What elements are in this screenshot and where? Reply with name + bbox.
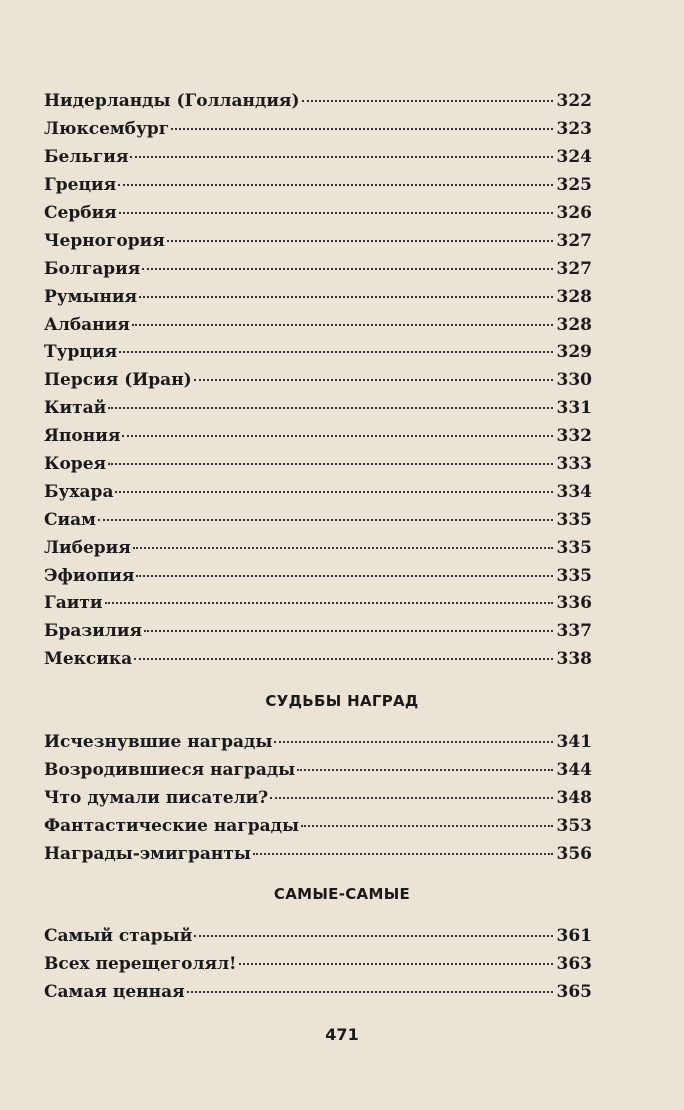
- toc-dot-leader: [108, 393, 552, 413]
- toc-entry-title: Турция: [44, 342, 118, 363]
- toc-entry-page: 348: [556, 788, 592, 809]
- toc-entry: [44, 644, 592, 672]
- toc-dot-leader: [297, 755, 552, 775]
- toc-entry-page: 327: [556, 230, 592, 251]
- toc-entry: [44, 86, 592, 114]
- toc-entry: [44, 337, 592, 365]
- toc-entry-page: 324: [556, 147, 592, 168]
- toc-dot-leader: [139, 281, 552, 301]
- toc-entry: [44, 727, 592, 755]
- toc-entry-title: Болгария: [44, 258, 141, 279]
- toc-entry-page: 322: [556, 91, 592, 112]
- toc-entry-page: 332: [556, 426, 592, 447]
- toc-entry: [44, 393, 592, 421]
- toc-dot-leader: [302, 86, 553, 106]
- toc-dot-leader: [301, 811, 552, 831]
- toc-dot-leader: [274, 727, 552, 747]
- toc-entry-title: Китай: [44, 398, 107, 419]
- toc-dot-leader: [194, 365, 553, 385]
- toc-dot-leader: [122, 421, 552, 441]
- toc-entry-page: 338: [556, 649, 592, 670]
- toc-entry-title: Исчезнувшие награды: [44, 732, 273, 753]
- toc-entry-title: Мексика: [44, 649, 133, 670]
- toc-entry: [44, 198, 592, 226]
- toc-entry-title: Эфиопия: [44, 565, 135, 586]
- toc-entry: [44, 253, 592, 281]
- toc-entry: [44, 616, 592, 644]
- toc-dot-leader: [136, 560, 552, 580]
- toc-entry-title: Бразилия: [44, 621, 143, 642]
- toc-entry-page: 329: [556, 342, 592, 363]
- page-number: 471: [325, 1025, 359, 1044]
- toc-entry-title: Либерия: [44, 537, 131, 558]
- toc-entry: [44, 949, 592, 977]
- toc-entry-title: Греция: [44, 175, 117, 196]
- toc-entry-page: 334: [556, 481, 592, 502]
- toc-entry-title: Что думали писатели?: [44, 788, 269, 809]
- toc-entry-title: Нидерланды (Голландия): [44, 91, 300, 112]
- toc-dot-leader: [133, 532, 553, 552]
- toc-entry: [44, 281, 592, 309]
- toc-entry-page: 341: [556, 732, 592, 753]
- toc-entry-page: 356: [556, 843, 592, 864]
- toc-entry-title: Самая ценная: [44, 982, 185, 1003]
- toc-entry: [44, 225, 592, 253]
- toc-dot-leader: [194, 921, 552, 941]
- toc-entry-page: 335: [556, 509, 592, 530]
- toc-dot-leader: [171, 114, 552, 134]
- toc-entry-title: Корея: [44, 453, 107, 474]
- toc-entry-page: 331: [556, 398, 592, 419]
- section-heading-superlatives: САМЫЕ-САМЫЕ: [273, 885, 411, 903]
- toc-entry-title: Фантастические награды: [44, 816, 300, 837]
- toc-entry-title: Сербия: [44, 202, 117, 223]
- toc-entry: [44, 755, 592, 783]
- toc-entry: [44, 783, 592, 811]
- toc-entry-title: Самый старый: [44, 926, 193, 947]
- toc-dot-leader: [239, 949, 553, 969]
- toc-dot-leader: [270, 783, 552, 803]
- toc-dot-leader: [253, 839, 553, 859]
- toc-entry-title: Румыния: [44, 286, 138, 307]
- toc-entry-page: 328: [556, 314, 592, 335]
- toc-entry-page: 328: [556, 286, 592, 307]
- toc-dot-leader: [119, 337, 552, 357]
- toc-dot-leader: [119, 198, 553, 218]
- toc-entry-title: Всех перещеголял!: [44, 954, 237, 975]
- toc-dot-leader: [132, 309, 553, 329]
- toc-entry: [44, 476, 592, 504]
- toc-dot-leader: [108, 449, 552, 469]
- toc-entry: [44, 449, 592, 477]
- toc-entry: [44, 532, 592, 560]
- toc-entry-page: 337: [556, 621, 592, 642]
- toc-entry-page: 326: [556, 202, 592, 223]
- toc-list-superlatives: [44, 921, 592, 1005]
- toc-entry-title: Люксембург: [44, 119, 170, 140]
- toc-entry: [44, 309, 592, 337]
- toc-dot-leader: [187, 977, 553, 997]
- toc-entry-page: 323: [556, 119, 592, 140]
- toc-entry-page: 335: [556, 565, 592, 586]
- toc-dot-leader: [130, 142, 552, 162]
- toc-entry-page: 333: [556, 453, 592, 474]
- toc-entry: [44, 142, 592, 170]
- toc-entry: [44, 365, 592, 393]
- toc-entry: [44, 588, 592, 616]
- toc-dot-leader: [98, 504, 553, 524]
- toc-entry-title: Черногория: [44, 230, 165, 251]
- toc-dot-leader: [142, 253, 552, 273]
- toc-entry-title: Гаити: [44, 593, 103, 614]
- toc-entry-title: Албания: [44, 314, 130, 335]
- toc-entry-page: 325: [556, 175, 592, 196]
- toc-dot-leader: [144, 616, 552, 636]
- toc-dot-leader: [115, 476, 552, 496]
- toc-entry-title: Сиам: [44, 509, 96, 530]
- toc-entry-page: 363: [556, 954, 592, 975]
- toc-entry: [44, 114, 592, 142]
- toc-entry-title: Бельгия: [44, 147, 129, 168]
- toc-entry-page: 327: [556, 258, 592, 279]
- toc-entry-page: 361: [556, 926, 592, 947]
- toc-entry: [44, 504, 592, 532]
- toc-entry: [44, 839, 592, 867]
- toc-dot-leader: [118, 170, 552, 190]
- toc-entry-title: Награды-эмигранты: [44, 843, 251, 864]
- toc-list-countries: [44, 86, 592, 672]
- section-heading-fates: СУДЬБЫ НАГРАД: [265, 692, 419, 710]
- toc-dot-leader: [105, 588, 553, 608]
- toc-dot-leader: [134, 644, 552, 664]
- toc-entry-page: 335: [556, 537, 592, 558]
- toc-dot-leader: [167, 225, 553, 245]
- toc-list-fates: [44, 727, 592, 866]
- toc-entry-page: 330: [556, 370, 592, 391]
- toc-entry-page: 336: [556, 593, 592, 614]
- toc-entry: [44, 560, 592, 588]
- toc-entry-title: Персия (Иран): [44, 370, 192, 391]
- toc-entry-page: 365: [556, 982, 592, 1003]
- toc-entry-page: 353: [556, 816, 592, 837]
- toc-entry-title: Бухара: [44, 481, 114, 502]
- toc-entry: [44, 977, 592, 1005]
- toc-entry: [44, 921, 592, 949]
- toc-entry-page: 344: [556, 760, 592, 781]
- toc-entry-title: Возродившиеся награды: [44, 760, 296, 781]
- toc-entry: [44, 421, 592, 449]
- toc-entry-title: Япония: [44, 426, 121, 447]
- toc-entry: [44, 170, 592, 198]
- toc-entry: [44, 811, 592, 839]
